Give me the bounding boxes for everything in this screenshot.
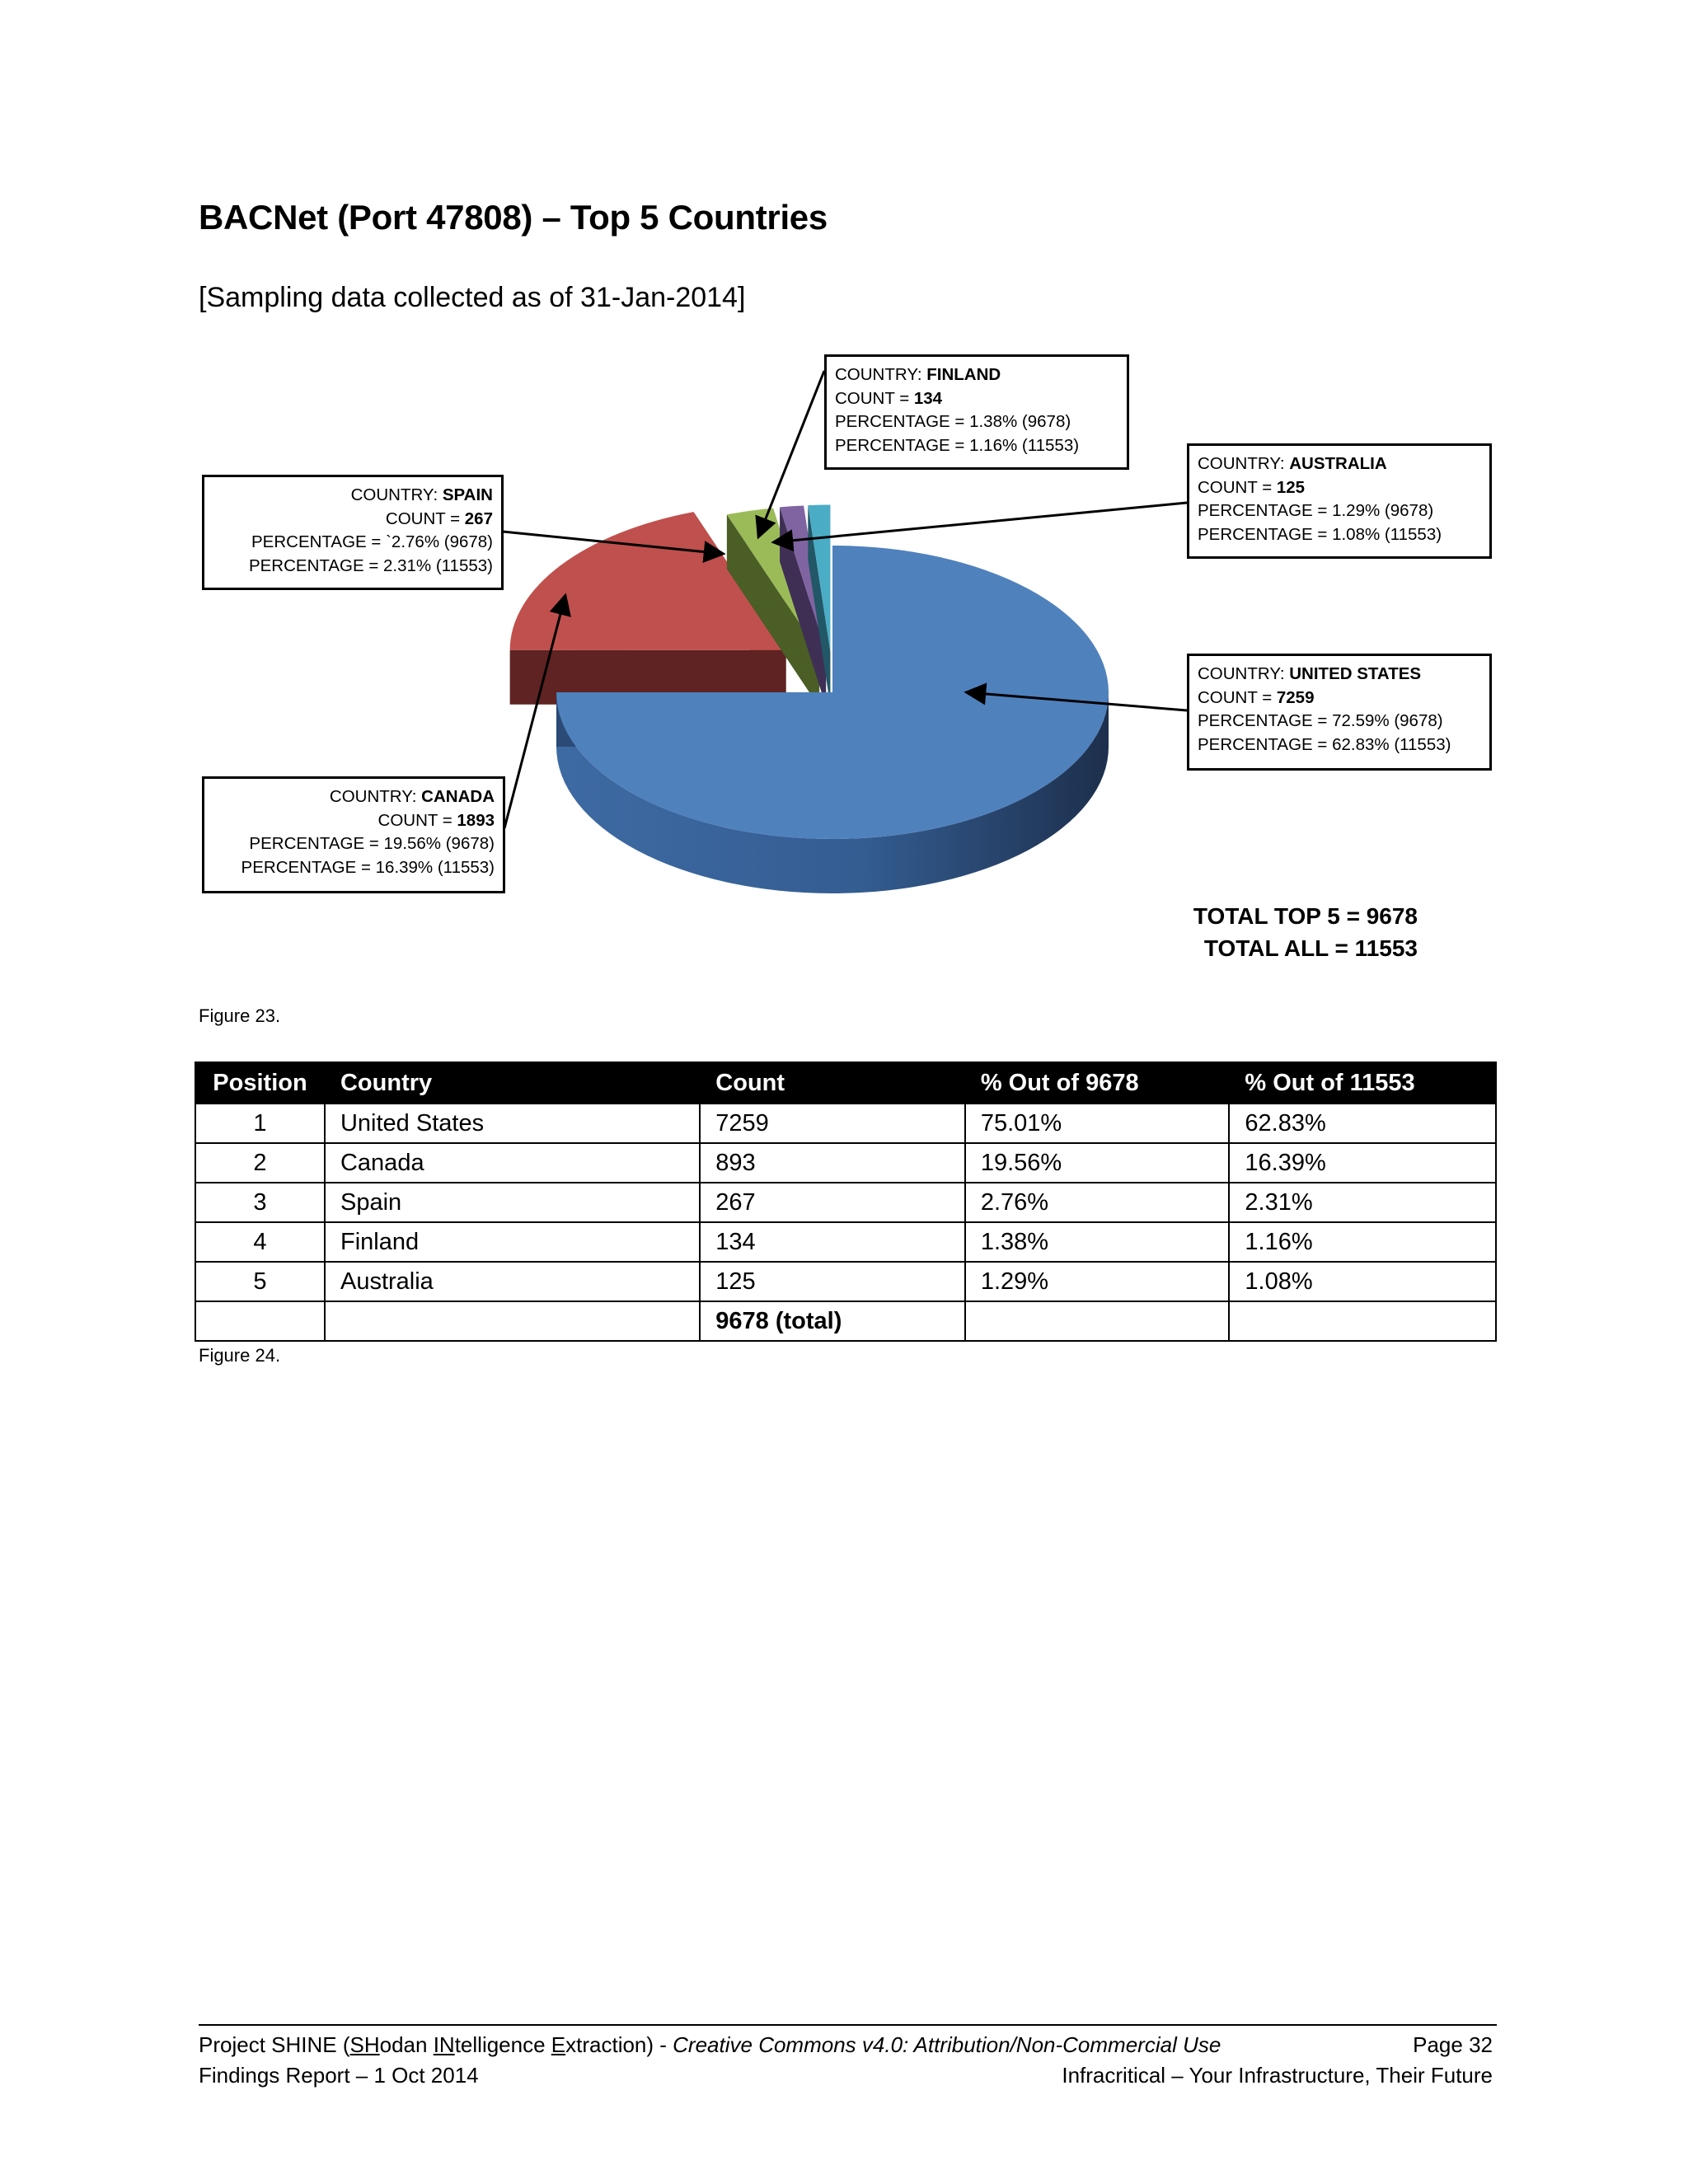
cell-pct-9678: 1.38%: [965, 1222, 1230, 1262]
callout-australia: COUNTRY: AUSTRALIA COUNT = 125 PERCENTAGE = 1.29% (9678) PERCENTAGE = 1.08% (11553): [1187, 443, 1492, 559]
cell-pct-11553: 1.08%: [1229, 1262, 1496, 1301]
page-number: Page 32: [1413, 2032, 1493, 2057]
header-pct-9678: % Out of 9678: [965, 1062, 1230, 1104]
header-pct-11553: % Out of 11553: [1229, 1062, 1496, 1104]
cell-country: Spain: [325, 1183, 700, 1222]
cell-pct-11553: 16.39%: [1229, 1143, 1496, 1183]
callout-finland: COUNTRY: FINLAND COUNT = 134 PERCENTAGE = 1.38% (9678) PERCENTAGE = 1.16% (11553): [824, 354, 1129, 470]
table-row: [195, 1104, 1496, 1143]
cell-pct-9678: 75.01%: [965, 1104, 1230, 1143]
leader-australia: [773, 503, 1187, 542]
cell-count: 125: [700, 1262, 965, 1301]
table-header-row: [195, 1062, 1496, 1104]
cell-pct-9678: 1.29%: [965, 1262, 1230, 1301]
cell-country: Canada: [325, 1143, 700, 1183]
cell-position: 2: [195, 1143, 325, 1183]
footer-tagline: Infracritical – Your Infrastructure, Their Future: [1062, 2063, 1493, 2088]
cell-count: 893: [700, 1143, 965, 1183]
pie-slices: [510, 505, 1109, 893]
cell-country: [325, 1301, 700, 1341]
cell-position: 4: [195, 1222, 325, 1262]
cell-country: Finland: [325, 1222, 700, 1262]
cell-pct-9678: [965, 1301, 1230, 1341]
cell-position: 5: [195, 1262, 325, 1301]
figure-24-caption: Figure 24.: [199, 1345, 281, 1366]
table-row: [195, 1262, 1496, 1301]
cell-position: 3: [195, 1183, 325, 1222]
cell-count: 267: [700, 1183, 965, 1222]
cell-pct-9678: 2.76%: [965, 1183, 1230, 1222]
callout-canada: COUNTRY: CANADA COUNT = 1893 PERCENTAGE = 19.56% (9678) PERCENTAGE = 16.39% (11553): [202, 776, 505, 893]
cell-pct-11553: 2.31%: [1229, 1183, 1496, 1222]
callout-united-states: COUNTRY: UNITED STATES COUNT = 7259 PERCENTAGE = 72.59% (9678) PERCENTAGE = 62.83% (11553): [1187, 654, 1492, 771]
header-count: Count: [700, 1062, 965, 1104]
cell-country: Australia: [325, 1262, 700, 1301]
table-row: [195, 1222, 1496, 1262]
footer-license: Creative Commons v4.0: Attribution/Non-Commercial Use: [673, 2032, 1221, 2057]
cell-count-total: 9678 (total): [700, 1301, 965, 1341]
footer-line-2: [199, 2063, 1493, 2088]
total-top5: TOTAL TOP 5 = 9678: [1193, 903, 1418, 929]
cell-pct-11553: 1.16%: [1229, 1222, 1496, 1262]
cell-country: United States: [325, 1104, 700, 1143]
cell-pct-11553: [1229, 1301, 1496, 1341]
footer-report-date: Findings Report – 1 Oct 2014: [199, 2063, 479, 2088]
cell-pct-9678: 19.56%: [965, 1143, 1230, 1183]
page-subtitle: [Sampling data collected as of 31-Jan-2014]: [199, 282, 746, 313]
page-title: BACNet (Port 47808) – Top 5 Countries: [199, 198, 828, 237]
figure-23-caption: Figure 23.: [199, 1005, 281, 1026]
chart-totals: [1137, 900, 1418, 964]
header-position: Position: [195, 1062, 325, 1104]
cell-pct-11553: 62.83%: [1229, 1104, 1496, 1143]
total-all: TOTAL ALL = 11553: [1203, 935, 1418, 961]
table-total-row: [195, 1301, 1496, 1341]
cell-position: 1: [195, 1104, 325, 1143]
countries-table: [195, 1062, 1497, 1342]
callout-spain: COUNTRY: SPAIN COUNT = 267 PERCENTAGE = `2.76% (9678) PERCENTAGE = 2.31% (11553): [202, 475, 504, 590]
cell-count: 134: [700, 1222, 965, 1262]
cell-position: [195, 1301, 325, 1341]
footer-divider: [199, 2024, 1497, 2026]
cell-count: 7259: [700, 1104, 965, 1143]
table-row: [195, 1183, 1496, 1222]
table-row: [195, 1143, 1496, 1183]
header-country: Country: [325, 1062, 700, 1104]
footer-line-1: Project SHINE (SHodan INtelligence Extraction) - Creative Commons v4.0: Attribution/Non-Commercial Use Page 32: [199, 2032, 1493, 2057]
